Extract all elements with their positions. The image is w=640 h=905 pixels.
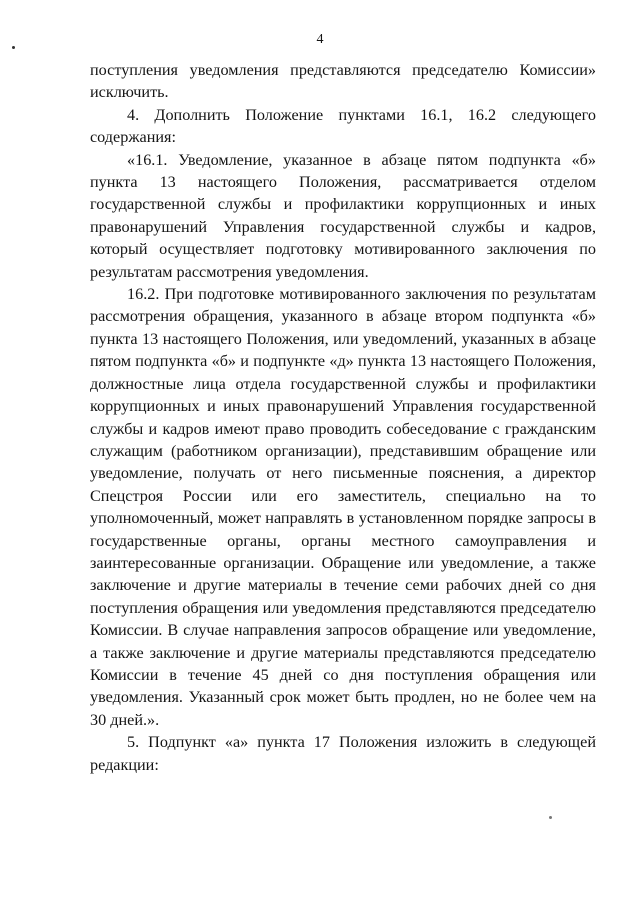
- paragraph-item-5: 5. Подпункт «а» пункта 17 Положения изложить в следующей редакции:: [90, 733, 596, 774]
- paragraph-continuation: поступления уведомления представляются председателю Комиссии» исключить.: [90, 61, 596, 102]
- document-body: [90, 59, 596, 776]
- paragraph-16-2: 16.2. При подготовке мотивированного заключения по результатам рассмотрения обращения, указанного в абзаце втором подпункта «б» пункта 13 настоящего Положения, или уведомлений, указанных в абзаце пятом подпункта «б» и подпункте «д» пункта 13 настоящего Положения, должностные лица отдела государственной службы и профилактики коррупционных и иных правонарушений Управления государственной службы и кадров имеют право проводить собеседование с гражданским служащим (работником организации), представившим обращение или уведомление, получать от него письменные пояснения, а директор Спецстроя России или его заместитель, специально на то уполномоченный, может направлять в установленном порядке запросы в государственные органы, органы местного самоуправления и заинтересованные организации. Обращение или уведомление, а также заключение и другие материалы в течение семи рабочих дней со дня поступления обращения или уведомления представляются председателю Комиссии. В случае направления запросов обращение или уведомление, а также заключение и другие материалы представляются председателю Комиссии в течение 45 дней со дня поступления обращения или уведомления. Указанный срок может быть продлен, но не более чем на 30 дней.».: [90, 285, 596, 729]
- paragraph-16-1: «16.1. Уведомление, указанное в абзаце пятом подпункта «б» пункта 13 настоящего Положения, рассматривается отделом государственной службы и профилактики коррупционных и иных правонарушений Управления государственной службы и кадров, который осуществляет подготовку мотивированного заключения по результатам рассмотрения уведомления.: [90, 150, 596, 281]
- scan-artifact-mark: [549, 816, 552, 819]
- scan-artifact-dot: [12, 46, 15, 49]
- page-number: 4: [316, 32, 324, 47]
- paragraph-item-4: 4. Дополнить Положение пунктами 16.1, 16.2 следующего содержания:: [90, 105, 596, 147]
